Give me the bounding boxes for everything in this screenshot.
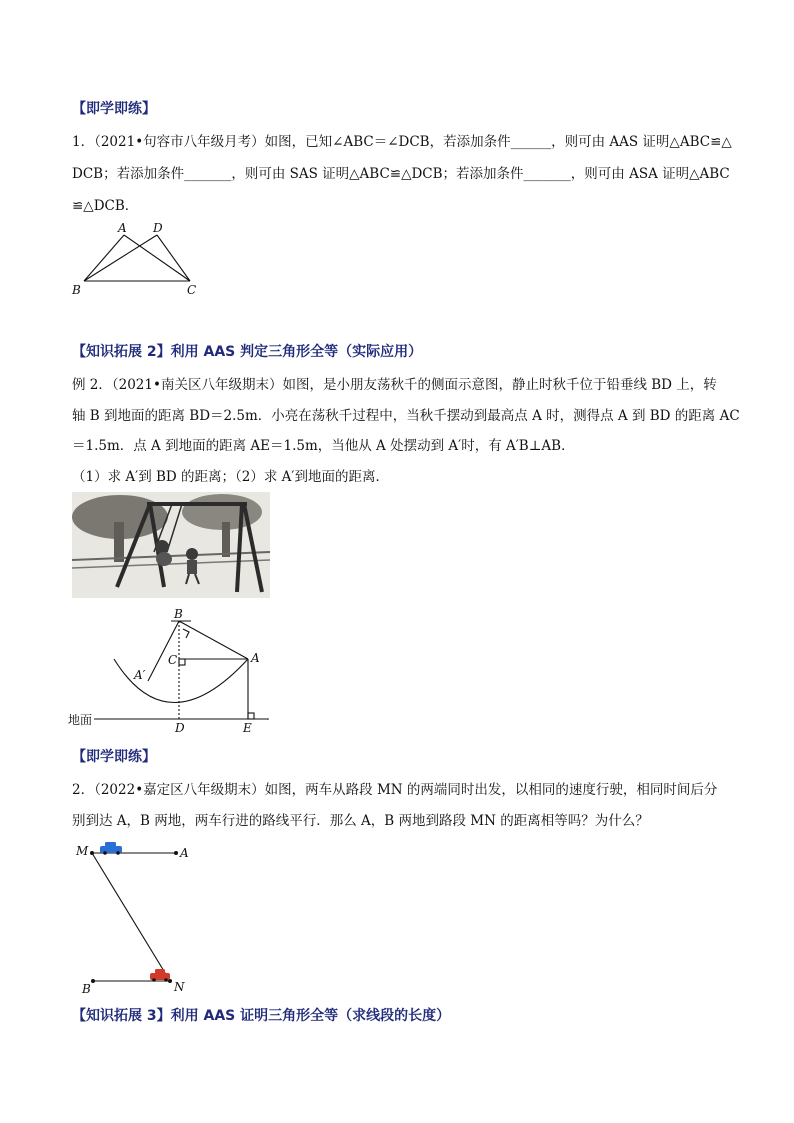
label-d: D (175, 721, 185, 735)
q2-road-figure (72, 838, 212, 998)
section-header-practice-2: 【即学即练】 (72, 749, 156, 765)
segment-ba (179, 621, 248, 659)
label-c: C (168, 653, 178, 667)
section-header-extension-2: 【知识拓展 2】利用 AAS 判定三角形全等（实际应用） (72, 344, 423, 360)
label-d: D (153, 221, 163, 235)
segment-ba-prime (148, 621, 179, 681)
label-b: B (82, 982, 91, 996)
q1-line-3: ≌△DCB． (72, 198, 139, 214)
label-a: A (180, 846, 189, 860)
q1-line-2: DCB；若添加条件_______，则可由 SAS 证明△ABC≌△DCB；若添加条件_______，则可由 ASA 证明△ABC (72, 166, 730, 182)
car-bottom-icon (150, 969, 170, 982)
segment-bd (84, 235, 157, 281)
swing-photo-illustration (72, 492, 270, 598)
ex2-line-2: 轴 B 到地面的距离 BD＝2.5m．小亮在荡秋千过程中，当秋千摆动到最高点 A 时，测得点 A 到 BD 的距离 AC (72, 408, 740, 424)
ex2-line-3: ＝1.5m．点 A 到地面的距离 AE＝1.5m，当他从 A 处摆动到 A′时，有 A′B⊥AB． (72, 438, 575, 454)
label-a-prime: A′ (134, 668, 146, 682)
segment-ba (84, 235, 124, 281)
q2-line-1: 2．（2022•嘉定区八年级期末）如图，两车从路段 MN 的两端同时出发，以相同的速度行驶，相同时间后分 (72, 782, 718, 798)
section-header-practice-1: 【即学即练】 (72, 101, 156, 117)
section-header-extension-3: 【知识拓展 3】利用 AAS 证明三角形全等（求线段的长度） (72, 1008, 451, 1024)
q2-line-2: 别到达 A，B 两地，两车行进的路线平行．那么 A，B 两地到路段 MN 的距离相等吗？为什么？ (72, 813, 649, 829)
label-a: A (118, 221, 127, 235)
segment-dc (157, 235, 190, 281)
label-b: B (174, 607, 183, 621)
segment-ac (124, 235, 190, 281)
label-c: C (187, 283, 197, 297)
car-top-icon (100, 842, 122, 855)
label-n: N (174, 980, 185, 994)
label-a: A (251, 651, 260, 665)
ex2-line-4: （1）求 A′到 BD 的距离；（2）求 A′到地面的距离． (72, 469, 389, 485)
swing-geometry-diagram (68, 606, 283, 736)
label-m: M (76, 844, 89, 858)
q1-line-1: 1．（2021•句容市八年级月考）如图，已知∠ABC＝∠DCB，若添加条件______，则可由 AAS 证明△ABC≌△ (72, 134, 732, 150)
label-ground: 地面 (68, 713, 93, 727)
q1-triangle-figure (66, 218, 216, 298)
label-e: E (243, 721, 252, 735)
segment-mn (92, 853, 170, 981)
label-b: B (72, 283, 81, 297)
ex2-line-1: 例 2．（2021•南关区八年级期末）如图，是小朋友荡秋千的侧面示意图，静止时秋千位于铅垂线 BD 上，转 (72, 377, 717, 393)
